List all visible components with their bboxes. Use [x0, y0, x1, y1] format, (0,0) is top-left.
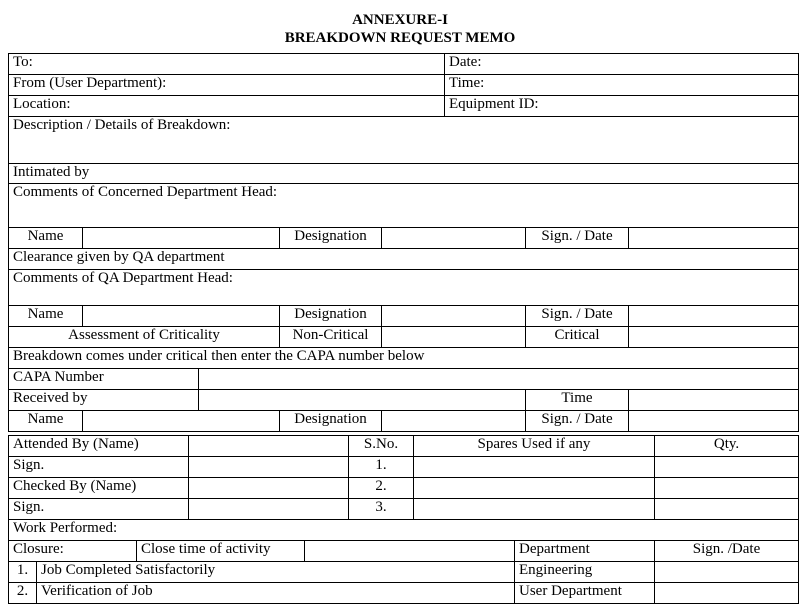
critical-input[interactable] [629, 327, 799, 348]
qty-header: Qty. [655, 436, 799, 457]
close-time-input[interactable] [305, 541, 515, 562]
received-by-label: Received by [9, 390, 199, 411]
sno-header: S.No. [349, 436, 414, 457]
non-critical-option[interactable]: Non-Critical [280, 327, 382, 348]
closure-table [8, 540, 799, 604]
work-performed-field[interactable]: Work Performed: [9, 520, 799, 541]
receiver-designation-input[interactable] [382, 411, 526, 432]
dept-head-sign-date-label: Sign. / Date [526, 228, 629, 249]
closure-item-department: User Department [515, 583, 655, 604]
attended-by-input[interactable] [189, 436, 349, 457]
qa-designation-label: Designation [280, 306, 382, 327]
dept-head-sign-date-input[interactable] [629, 228, 799, 249]
receiver-name-label: Name [9, 411, 83, 432]
location-field[interactable]: Location: [9, 96, 445, 117]
qa-clearance-field[interactable]: Clearance given by QA department [9, 249, 799, 270]
closure-item-sign-input[interactable] [655, 583, 799, 604]
spare-row-number: 2. [349, 478, 414, 499]
date-field[interactable]: Date: [445, 54, 799, 75]
receiver-sign-date-label: Sign. / Date [526, 411, 629, 432]
closure-item-text: Verification of Job [37, 583, 515, 604]
time-field[interactable]: Time: [445, 75, 799, 96]
receiver-designation-label: Designation [280, 411, 382, 432]
spares-table [8, 435, 799, 541]
department-header: Department [515, 541, 655, 562]
checked-by-label: Checked By (Name) [9, 478, 189, 499]
capa-number-input[interactable] [199, 369, 799, 390]
annexure-title: ANNEXURE-I [352, 12, 448, 28]
to-field[interactable]: To: [9, 54, 445, 75]
closure-item-text: Job Completed Satisfactorily [37, 562, 515, 583]
closure-item-number: 1. [9, 562, 37, 583]
criticality-label: Assessment of Criticality [9, 327, 280, 348]
non-critical-input[interactable] [382, 327, 526, 348]
qa-name-label: Name [9, 306, 83, 327]
closure-sign-date-header: Sign. /Date [655, 541, 799, 562]
spare-row-number: 1. [349, 457, 414, 478]
closure-item-department: Engineering [515, 562, 655, 583]
equipment-id-field[interactable]: Equipment ID: [445, 96, 799, 117]
receiver-sign-date-input[interactable] [629, 411, 799, 432]
intimated-by-field[interactable]: Intimated by [9, 164, 799, 184]
capa-note: Breakdown comes under critical then enter the CAPA number below [9, 348, 799, 369]
qa-comments-field[interactable]: Comments of QA Department Head: [9, 270, 799, 306]
spare-item-input[interactable] [414, 499, 655, 520]
dept-head-designation-input[interactable] [382, 228, 526, 249]
spare-row-number: 3. [349, 499, 414, 520]
checked-sign-input[interactable] [189, 499, 349, 520]
memo-body-table [8, 116, 799, 432]
received-time-label: Time [526, 390, 629, 411]
spare-qty-input[interactable] [655, 499, 799, 520]
spare-qty-input[interactable] [655, 478, 799, 499]
attended-by-label: Attended By (Name) [9, 436, 189, 457]
dept-head-name-input[interactable] [83, 228, 280, 249]
critical-option[interactable]: Critical [526, 327, 629, 348]
dept-head-name-label: Name [9, 228, 83, 249]
dept-head-comments-field[interactable]: Comments of Concerned Department Head: [9, 184, 799, 228]
closure-item-number: 2. [9, 583, 37, 604]
memo-title: BREAKDOWN REQUEST MEMO [284, 30, 516, 46]
close-time-label: Close time of activity [137, 541, 305, 562]
attended-sign-input[interactable] [189, 457, 349, 478]
spare-item-input[interactable] [414, 457, 655, 478]
receiver-name-input[interactable] [83, 411, 280, 432]
checked-by-input[interactable] [189, 478, 349, 499]
attended-sign-label: Sign. [9, 457, 189, 478]
memo-header-table [8, 53, 799, 117]
dept-head-designation-label: Designation [280, 228, 382, 249]
spare-qty-input[interactable] [655, 457, 799, 478]
received-by-input[interactable] [199, 390, 526, 411]
breakdown-description-field[interactable]: Description / Details of Breakdown: [9, 117, 799, 164]
received-time-input[interactable] [629, 390, 799, 411]
checked-sign-label: Sign. [9, 499, 189, 520]
qa-sign-date-label: Sign. / Date [526, 306, 629, 327]
spare-item-input[interactable] [414, 478, 655, 499]
qa-name-input[interactable] [83, 306, 280, 327]
qa-sign-date-input[interactable] [629, 306, 799, 327]
from-department-field[interactable]: From (User Department): [9, 75, 445, 96]
closure-label: Closure: [9, 541, 137, 562]
qa-designation-input[interactable] [382, 306, 526, 327]
capa-number-label: CAPA Number [9, 369, 199, 390]
spares-header: Spares Used if any [414, 436, 655, 457]
closure-item-sign-input[interactable] [655, 562, 799, 583]
